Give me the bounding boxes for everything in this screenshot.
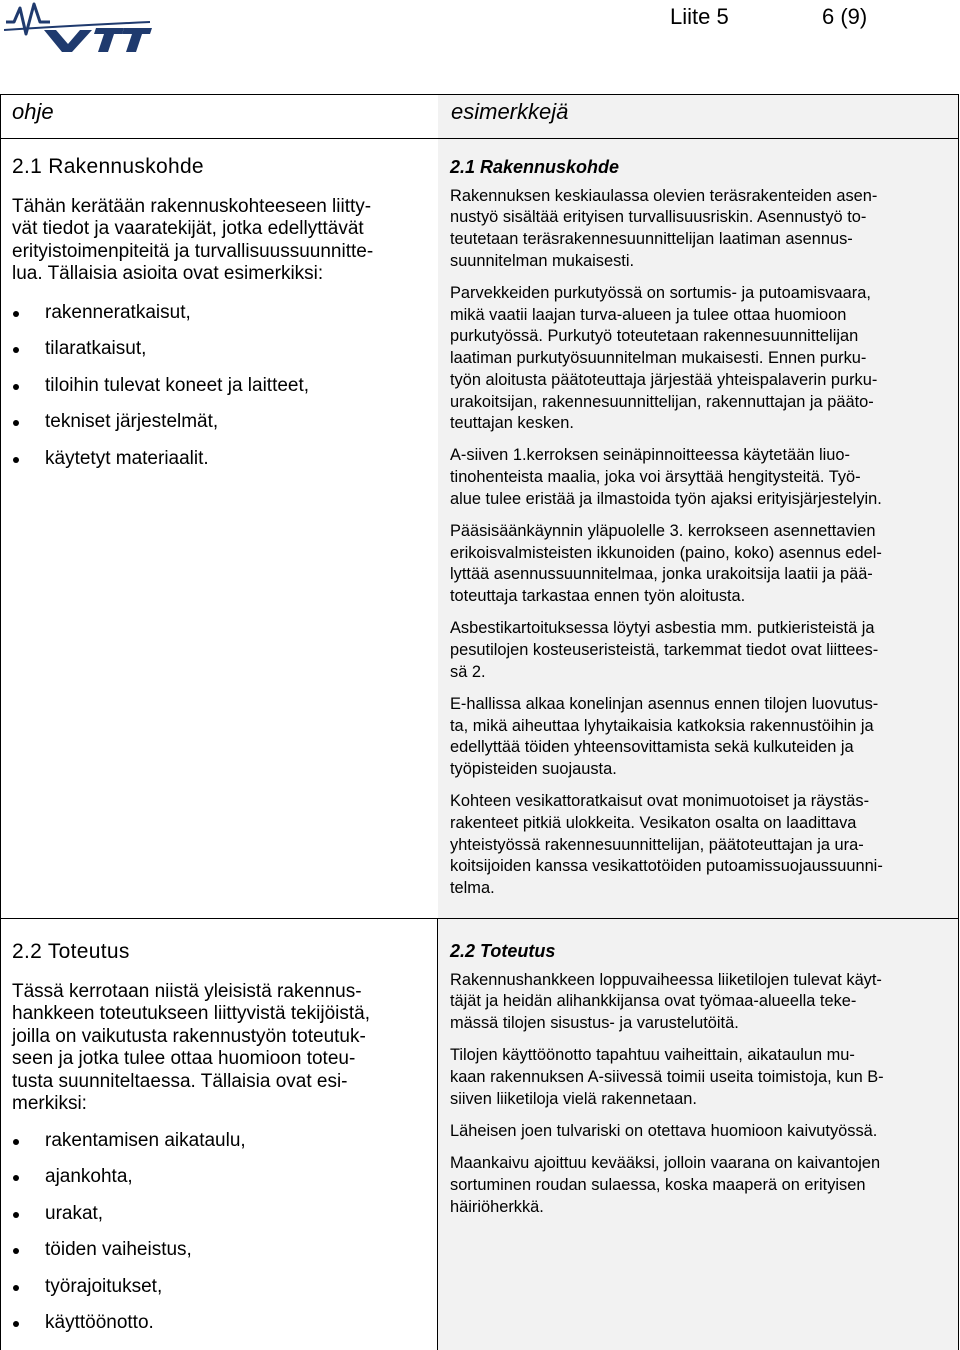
text-line: häiriöherkkä. [450, 1197, 544, 1216]
text-line: lua. Tällaisia asioita ovat esimerkiksi: [12, 263, 324, 284]
section-divider [0, 918, 959, 919]
text-line: ta, mikä aiheuttaa lyhytaikaisia katkoksia rakennustöihin ja [450, 716, 874, 735]
text-line: joilla on vaikutusta rakennustyön toteutuk- [12, 1025, 366, 1047]
section2-guidance [12, 941, 412, 1349]
text-line: telma. [450, 879, 495, 898]
text-line: yhteistyössä rakennesuunnittelijan, päätoteuttajan ja ura- [450, 835, 864, 854]
list-item: käyttöönotto. [12, 1312, 412, 1349]
list-item: käytetyt materiaalit. [12, 448, 412, 485]
column-header-guidance: ohje [12, 99, 54, 124]
vtt-logo-icon [4, 0, 152, 56]
list-item: työrajoitukset, [12, 1276, 412, 1313]
text-line: erikoisvalmisteisten ikkunoiden (paino, koko) asennus edel- [450, 543, 882, 562]
text-line: tinohenteista maalia, joka voi ärsyttää hengitysteitä. Työ- [450, 468, 861, 487]
text-line: mikä vaatii laajan turva-alueen ja tulee ottaa huomioon [450, 305, 847, 324]
text-line: työn aloitusta päätoteuttaja järjestää yhteispalaverin purku- [450, 370, 878, 389]
text-line: rakenteet pitkiä ulokkeita. Vesikaton osalta on laadittava [450, 813, 857, 832]
text-line: pesutilojen kosteuseristeistä, tarkemmat tiedot ovat liittees- [450, 641, 879, 660]
column-divider [437, 918, 438, 1350]
text-line: Pääsisäänkäynnin yläpuolelle 3. kerrokseen asennettavien [450, 522, 876, 541]
text-line: kaan rakennuksen A-siivessä toimii useita toimistoja, kun B- [450, 1068, 884, 1087]
text-line: E-hallissa alkaa konelinjan asennus ennen tilojen luovutus- [450, 694, 879, 713]
text-line: Asbestikartoituksessa löytyi asbestia mm. putkieristeistä ja [450, 619, 875, 638]
appendix-label: Liite 5 [670, 4, 729, 29]
example-paragraph [450, 521, 948, 608]
text-line: A-siiven 1.kerroksen seinäpinnoitteessa käytetään liuo- [450, 446, 850, 465]
list-item: töiden vaiheistus, [12, 1239, 412, 1276]
column-header-examples: esimerkkejä [451, 99, 569, 124]
section2-examples-title: 2.2 Toteutus [450, 941, 556, 961]
text-line: seen ja jotka tulee ottaa huomioon toteu- [12, 1048, 356, 1069]
list-item: rakenneratkaisut, [12, 302, 412, 339]
text-line: urakoitsijan, rakennesuunnittelijan, rakennuttajan ja pääto- [450, 392, 874, 411]
page-number: 6 (9) [822, 4, 868, 29]
section2-guidance-text [12, 981, 412, 1116]
section2-guidance-title: 2.2 Toteutus [12, 940, 130, 963]
text-line: teutetaan teräsrakennesuunnittelijan laatiman asennus- [450, 230, 853, 249]
list-item: tiloihin tulevat koneet ja laitteet, [12, 375, 412, 412]
text-line: sä 2. [450, 662, 486, 681]
text-line: laatiman purkutyösuunnitelman mukaisesti. Ennen purku- [450, 349, 867, 368]
text-line: sortuminen roudan sulaessa, koska maaperä on erityisen [450, 1175, 866, 1194]
list-item: tilaratkaisut, [12, 338, 412, 375]
section1-examples [450, 157, 948, 910]
section1-examples-title: 2.1 Rakennuskohde [450, 157, 620, 177]
list-item: tekniset järjestelmät, [12, 411, 412, 448]
text-line: Tilojen käyttöönotto tapahtuu vaiheittain, aikataulun mu- [450, 1046, 855, 1065]
text-line: täjät ja heidän alihankkijansa ovat työmaa-alueella teke- [450, 992, 857, 1011]
text-line: alue tulee eristää ja ilmastoida työn ajaksi erityisjärjestelyin. [450, 489, 882, 508]
text-line: Rakennuksen keskiaulassa olevien teräsrakenteiden asen- [450, 186, 878, 205]
text-line: tusta suunniteltaessa. Tällaisia ovat esi- [12, 1070, 348, 1092]
section1-guidance [12, 156, 412, 484]
text-line: Läheisen joen tulvariski on otettava huomioon kaivutyössä. [450, 1121, 878, 1140]
text-line: edellyttää töiden yhteensovittamista sekä kulkuteiden ja [450, 738, 854, 757]
table-top-border [0, 94, 959, 95]
example-paragraph [450, 283, 948, 435]
text-line: lyttää asennussuunnitelmaa, jonka urakoitsija laatii ja pää- [450, 565, 873, 584]
example-paragraph [450, 1045, 948, 1110]
text-line: merkiksi: [12, 1093, 87, 1114]
text-line: suunnitelman mukaisesti. [450, 251, 635, 270]
text-line: toteuttaja tarkastaa ennen työn aloitusta. [450, 587, 746, 606]
section1-bullet-list [12, 302, 412, 485]
section2-examples [450, 941, 948, 1229]
example-paragraph [450, 970, 948, 1035]
text-line: vät tiedot ja vaaratekijät, jotka edellyttävät [12, 218, 364, 239]
example-paragraph [450, 1153, 948, 1218]
header-row-divider [0, 138, 959, 139]
text-line: Maankaivu ajoittuu kevääksi, jolloin vaarana on kaivantojen [450, 1154, 881, 1173]
text-line: purkutyössä. Purkutyö toteutetaan rakennesuunnittelijan [450, 327, 859, 346]
example-paragraph [450, 694, 948, 781]
text-line: Tässä kerrotaan niistä yleisistä rakennus- [12, 980, 362, 1002]
example-paragraph [450, 618, 948, 683]
text-line: siiven liiketiloja vielä rakennetaan. [450, 1089, 697, 1108]
example-paragraph [450, 791, 948, 900]
text-line: Rakennushankkeen loppuvaiheessa liiketilojen tulevat käyt- [450, 970, 882, 989]
section2-bullet-list [12, 1130, 412, 1349]
example-paragraph [450, 445, 948, 510]
text-line: mässä tilojen sisustus- ja varustelutöitä. [450, 1014, 739, 1033]
text-line: erityistoimenpiteitä ja turvallisuussuunnitte- [12, 240, 374, 262]
section1-guidance-text [12, 196, 412, 286]
example-paragraph [450, 186, 948, 273]
text-line: hankkeen toteutukseen liittyvistä tekijöistä, [12, 1003, 371, 1024]
text-line: koitsijoiden kanssa vesikattotöiden putoamissuojaussuunni- [450, 857, 883, 876]
example-paragraph [450, 1121, 948, 1143]
list-item: urakat, [12, 1203, 412, 1240]
text-line: Tähän kerätään rakennuskohteeseen liitty- [12, 195, 372, 217]
vtt-logo [4, 0, 152, 56]
list-item: ajankohta, [12, 1166, 412, 1203]
text-line: työpisteiden suojausta. [450, 760, 617, 779]
list-item: rakentamisen aikataulu, [12, 1130, 412, 1167]
text-line: Parvekkeiden purkutyössä on sortumis- ja putoamisvaara, [450, 284, 871, 303]
text-line: Kohteen vesikattoratkaisut ovat monimuotoiset ja räystäs- [450, 792, 870, 811]
text-line: teuttajan kesken. [450, 414, 574, 433]
section1-guidance-title: 2.1 Rakennuskohde [12, 155, 204, 178]
text-line: nustyö sisältää erityisen turvallisuusriskin. Asennustyö to- [450, 208, 867, 227]
